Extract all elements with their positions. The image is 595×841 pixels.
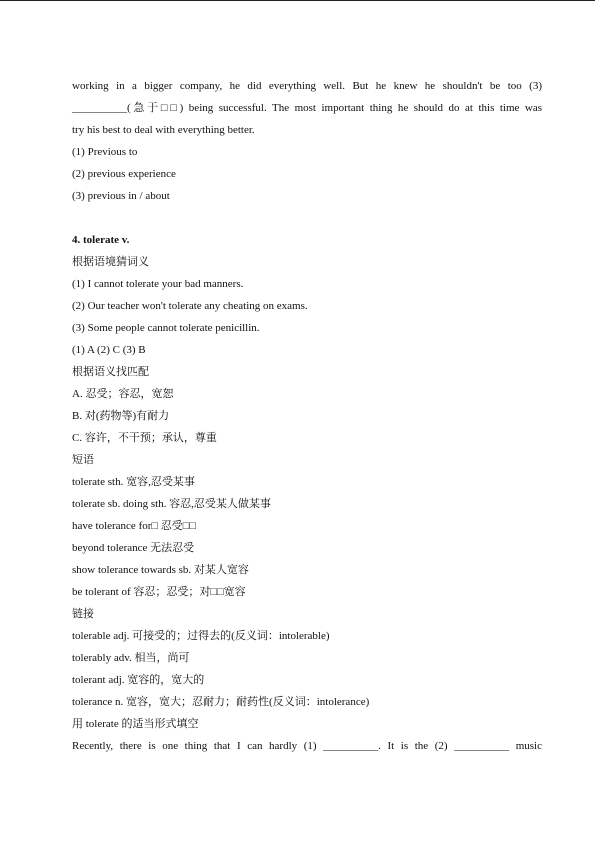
definition-line: C. 容许，不干预；承认，尊重 <box>72 432 217 444</box>
example-sentence: (2) Our teacher won't tolerate any cheating on exams. <box>72 300 308 312</box>
subheading: 根据语义找匹配 <box>72 366 149 378</box>
page-top-rule <box>0 0 595 1</box>
phrase-line: show tolerance towards sb. 对某人宽容 <box>72 564 249 576</box>
derivative-line: tolerably adv. 相当，尚可 <box>72 652 190 664</box>
text-line: __________(急于□□) being successful. The most important thing he should do at this time was <box>72 102 542 114</box>
subheading: 用 tolerate 的适当形式填空 <box>72 718 199 730</box>
derivative-line: tolerable adj. 可接受的；过得去的(反义词：intolerable) <box>72 630 330 642</box>
phrase-line: tolerate sth. 宽容,忍受某事 <box>72 476 195 488</box>
definition-line: B. 对(药物等)有耐力 <box>72 410 170 422</box>
answer-line: (1) Previous to <box>72 146 138 158</box>
blank-line <box>72 207 542 229</box>
derivative-line: tolerant adj. 宽容的，宽大的 <box>72 674 205 686</box>
section-heading: 4. tolerate v. <box>72 234 130 246</box>
example-sentence: (1) I cannot tolerate your bad manners. <box>72 278 244 290</box>
definition-line: A. 忍受；容忍，宽恕 <box>72 388 174 400</box>
answer-line: (1) A (2) C (3) B <box>72 344 146 356</box>
text-line: working in a bigger company, he did everything well. But he knew he shouldn't be too (3) <box>72 80 542 92</box>
answer-line: (3) previous in / about <box>72 190 170 202</box>
exercise-line: Recently, there is one thing that I can hardly (1) __________. It is the (2) __________ music <box>72 740 542 752</box>
text-line: try his best to deal with everything better. <box>72 124 255 136</box>
phrase-line: beyond tolerance 无法忍受 <box>72 542 195 554</box>
phrase-line: tolerate sb. doing sth. 容忍,忍受某人做某事 <box>72 498 271 510</box>
document-page <box>72 75 542 757</box>
example-sentence: (3) Some people cannot tolerate penicillin. <box>72 322 260 334</box>
phrase-line: have tolerance for□ 忍受□□ <box>72 520 197 532</box>
subheading: 根据语境猜词义 <box>72 256 149 268</box>
derivative-line: tolerance n. 宽容，宽大；忍耐力；耐药性(反义词：intolerance) <box>72 696 370 708</box>
phrase-line: be tolerant of 容忍；忍受；对□□宽容 <box>72 586 246 598</box>
subheading: 短语 <box>72 454 94 466</box>
answer-line: (2) previous experience <box>72 168 176 180</box>
subheading: 链接 <box>72 608 94 620</box>
